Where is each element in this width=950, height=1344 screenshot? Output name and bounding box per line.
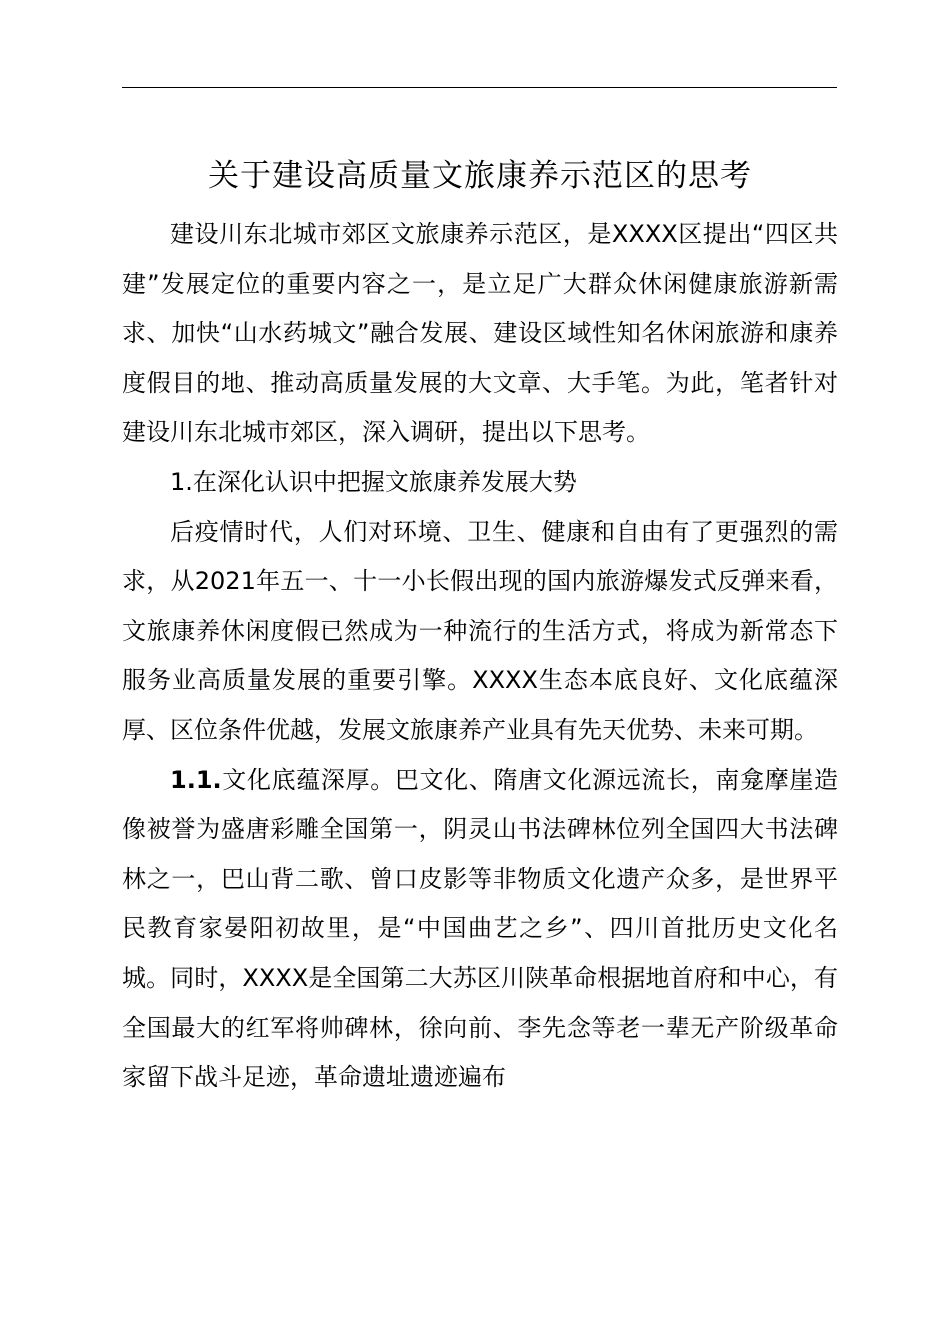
paragraph-text: 后疫情时代，人们对环境、卫生、健康和自由有了更强烈的需求，从2021年五一、十一小长假出现的国内旅游爆发式反弹来看，文旅康养休闲度假已然成为一种流行的生活方式，将成为新常态下服务业高质量发展的重要引擎。XXXX生态本底良好、文化底蕴深厚、区位条件优越，发展文旅康养产业具有先天优势、未来可期。 [122,517,838,744]
document-title: 关于建设高质量文旅康养示范区的思考 [208,158,752,194]
document-body [122,148,838,1103]
subsection-number: 1.1. [170,765,222,794]
section-heading-1 [122,458,838,508]
paragraph-text: 文化底蕴深厚。巴文化、隋唐文化源远流长，南龛摩崖造像被誉为盛唐彩雕全国第一，阴灵山书法碑林位列全国四大书法碑林之一，巴山背二歌、曾口皮影等非物质文化遗产众多，是世界平民教育家晏阳初故里，是“中国曲艺之乡”、四川首批历史文化名城。同时，XXXX是全国第二大苏区川陕革命根据地首府和中心，有全国最大的红军将帅碑林，徐向前、李先念等老一辈无产阶级革命家留下战斗足迹，革命遗址遗迹遍布 [122,765,838,1092]
paragraph-trend [122,508,838,756]
header-rule [122,87,837,88]
paragraph-intro [122,210,838,458]
paragraph-text: 1.在深化认识中把握文旅康养发展大势 [170,467,577,496]
paragraph-culture [122,756,838,1103]
paragraph-text: 建设川东北城市郊区文旅康养示范区，是XXXX区提出“四区共建”发展定位的重要内容之一，是立足广大群众休闲健康旅游新需求、加快“山水药城文”融合发展、建设区域性知名休闲旅游和康养度假目的地、推动高质量发展的大文章、大手笔。为此，笔者针对建设川东北城市郊区，深入调研，提出以下思考。 [122,220,838,447]
